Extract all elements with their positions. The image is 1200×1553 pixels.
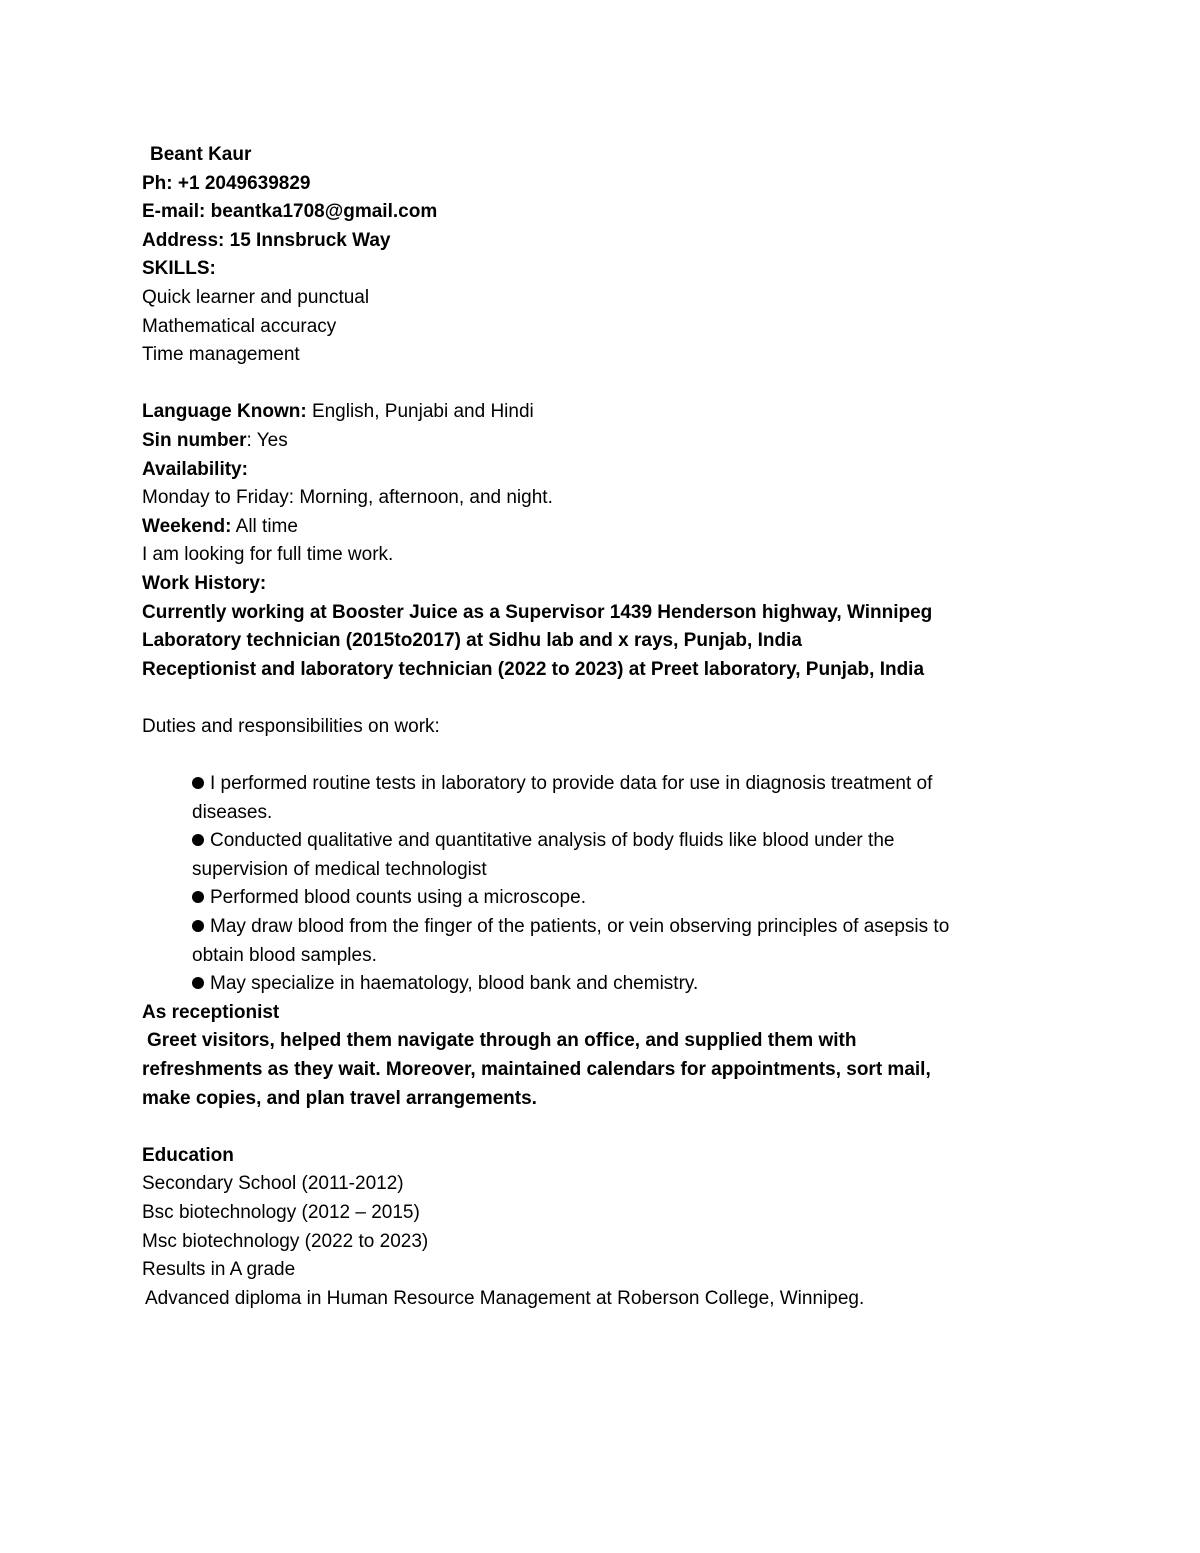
receptionist-heading: As receptionist xyxy=(142,1001,280,1023)
email-line xyxy=(142,198,1072,227)
skill-item: Quick learner and punctual xyxy=(142,286,370,308)
weekend-line xyxy=(142,513,1072,542)
sin-value: : Yes xyxy=(246,429,288,451)
looking-for-line: I am looking for full time work. xyxy=(142,544,394,566)
duty-text: May draw blood from the finger of the patients, or vein observing principles of asepsis to xyxy=(210,916,950,938)
education-item: Msc biotechnology (2022 to 2023) xyxy=(142,1230,429,1252)
work-history-entry: Receptionist and laboratory technician (2022 to 2023) at Preet laboratory, Punjab, India xyxy=(142,658,925,680)
duty-text: May specialize in haematology, blood bank and chemistry. xyxy=(210,973,699,995)
spacer xyxy=(142,370,1072,399)
bullet-icon xyxy=(192,777,204,789)
education-item: Results in A grade xyxy=(142,1259,296,1281)
sin-label: Sin number xyxy=(142,429,247,451)
address-label: Address: xyxy=(142,229,225,251)
availability-label: Availability: xyxy=(142,458,248,480)
work-history-heading: Work History: xyxy=(142,572,267,594)
work-history-entry: Laboratory technician (2015to2017) at Sidhu lab and x rays, Punjab, India xyxy=(142,630,802,652)
receptionist-text: make copies, and plan travel arrangements. xyxy=(142,1087,537,1109)
list-item xyxy=(192,827,1072,884)
address-value: 15 Innsbruck Way xyxy=(229,229,391,251)
duties-list xyxy=(142,770,1072,999)
weekend-value: All time xyxy=(235,515,298,537)
duty-text: Performed blood counts using a microscope. xyxy=(210,887,586,909)
phone-value: +1 2049639829 xyxy=(177,172,311,194)
duty-text: I performed routine tests in laboratory to provide data for use in diagnosis treatment of xyxy=(210,773,933,795)
skill-item: Mathematical accuracy xyxy=(142,315,337,337)
language-line xyxy=(142,398,1072,427)
spacer xyxy=(142,684,1072,713)
bullet-icon xyxy=(192,834,204,846)
address-line xyxy=(142,227,1072,256)
receptionist-text: Greet visitors, helped them navigate through an office, and supplied them with xyxy=(147,1030,857,1052)
skills-heading: SKILLS: xyxy=(142,258,216,280)
phone-label: Ph: xyxy=(142,172,173,194)
bullet-icon xyxy=(192,891,204,903)
duty-text-continued: obtain blood samples. xyxy=(192,944,377,966)
list-item xyxy=(192,770,1072,827)
availability-weekdays: Monday to Friday: Morning, afternoon, and night. xyxy=(142,487,553,509)
spacer xyxy=(142,1113,1072,1142)
sin-line xyxy=(142,427,1072,456)
bullet-icon xyxy=(192,920,204,932)
duties-heading: Duties and responsibilities on work: xyxy=(142,715,440,737)
spacer xyxy=(142,741,1072,770)
duty-text: Conducted qualitative and quantitative analysis of body fluids like blood under the xyxy=(210,830,895,852)
receptionist-text: refreshments as they wait. Moreover, maintained calendars for appointments, sort mail, xyxy=(142,1059,931,1080)
education-heading: Education xyxy=(142,1144,234,1166)
skill-item: Time management xyxy=(142,344,300,366)
email-value: beantka1708@gmail.com xyxy=(210,201,438,223)
language-value: English, Punjabi and Hindi xyxy=(311,401,534,423)
work-history-entry: Currently working at Booster Juice as a Supervisor 1439 Henderson highway, Winnipeg xyxy=(142,601,933,623)
email-label: E-mail: xyxy=(142,201,206,223)
weekend-label: Weekend: xyxy=(142,515,232,537)
language-label: Language Known: xyxy=(142,401,307,423)
candidate-name: Beant Kaur xyxy=(150,144,252,165)
phone-line xyxy=(142,170,1072,199)
education-item: Bsc biotechnology (2012 – 2015) xyxy=(142,1201,420,1223)
bullet-icon xyxy=(192,977,204,989)
list-item xyxy=(192,970,1072,999)
resume-content xyxy=(142,141,1072,1313)
education-item: Secondary School (2011-2012) xyxy=(142,1173,404,1195)
duty-text-continued: supervision of medical technologist xyxy=(192,858,487,880)
education-diploma: Advanced diploma in Human Resource Management at Roberson College, Winnipeg. xyxy=(145,1287,865,1309)
list-item xyxy=(192,913,1072,970)
list-item xyxy=(192,884,1072,913)
duty-text-continued: diseases. xyxy=(192,801,273,823)
